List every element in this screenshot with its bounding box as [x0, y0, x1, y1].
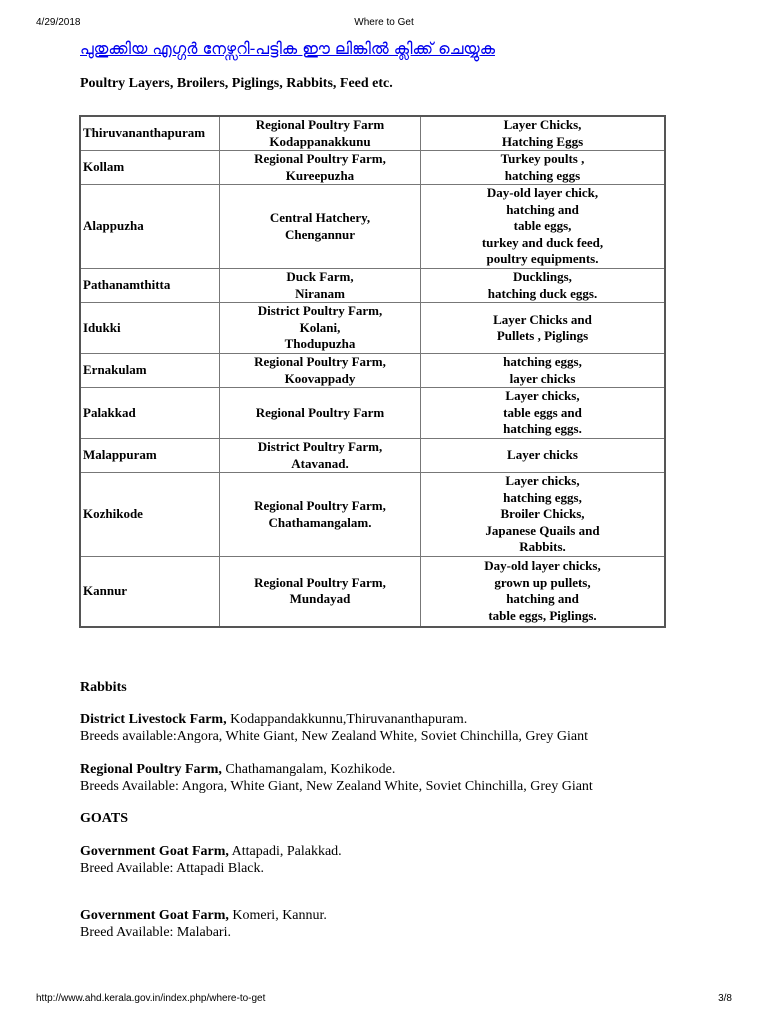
- items-cell: Layer chicks, table eggs and hatching eggs.: [421, 388, 666, 439]
- goat-entry: [80, 843, 342, 877]
- rabbits-heading: Rabbits: [80, 680, 127, 695]
- farm-name: Government Goat Farm,: [80, 844, 229, 859]
- table-row: [80, 557, 665, 627]
- rabbit-entry: [80, 761, 593, 795]
- farm-cell: Regional Poultry Farm, Kureepuzha: [220, 151, 421, 185]
- breeds-available: Breed Available: Attapadi Black.: [80, 861, 265, 876]
- farm-name: District Livestock Farm,: [80, 712, 227, 727]
- district-cell: Kannur: [80, 557, 220, 627]
- items-cell: Day-old layer chick, hatching and table eggs, turkey and duck feed, poultry equipments.: [421, 185, 666, 269]
- print-footer: [0, 993, 768, 1007]
- farm-name: Regional Poultry Farm,: [80, 762, 222, 777]
- farm-cell: District Poultry Farm, Atavanad.: [220, 439, 421, 473]
- farm-location: Chathamangalam, Kozhikode.: [221, 762, 396, 777]
- print-header: [0, 17, 768, 31]
- breeds-available: Breeds Available: Angora, White Giant, New Zealand White, Soviet Chinchilla, Grey Giant: [80, 779, 593, 794]
- updated-list-link[interactable]: പുതുക്കിയ എഗ്ഗർ നേഴ്സറി-പട്ടിക ഈ ലിങ്കിൽ ക്ലിക്ക് ചെയ്യുക: [80, 39, 495, 58]
- district-cell: Pathanamthitta: [80, 269, 220, 303]
- farm-cell: Regional Poultry Farm, Koovappady: [220, 354, 421, 388]
- district-cell: Thiruvananthapuram: [80, 116, 220, 151]
- farms-table: [79, 115, 666, 628]
- district-cell: Kollam: [80, 151, 220, 185]
- intro-text: Poultry Layers, Broilers, Piglings, Rabbits, Feed etc.: [80, 76, 393, 91]
- table-row: [80, 116, 665, 151]
- goat-entry: [80, 907, 327, 941]
- items-cell: hatching eggs, layer chicks: [421, 354, 666, 388]
- farm-cell: Regional Poultry Farm, Chathamangalam.: [220, 473, 421, 557]
- items-cell: Layer chicks: [421, 439, 666, 473]
- items-cell: Ducklings, hatching duck eggs.: [421, 269, 666, 303]
- farm-location: Komeri, Kannur.: [228, 908, 327, 923]
- print-url: http://www.ahd.kerala.gov.in/index.php/where-to-get: [36, 993, 266, 1004]
- items-cell: Layer Chicks, Hatching Eggs: [421, 116, 666, 151]
- items-cell: Turkey poults , hatching eggs: [421, 151, 666, 185]
- table-row: [80, 303, 665, 354]
- farm-cell: Regional Poultry Farm: [220, 388, 421, 439]
- items-cell: Layer chicks, hatching eggs, Broiler Chicks, Japanese Quails and Rabbits.: [421, 473, 666, 557]
- farm-location: Attapadi, Palakkad.: [228, 844, 342, 859]
- district-cell: Alappuzha: [80, 185, 220, 269]
- items-cell: Day-old layer chicks, grown up pullets, hatching and table eggs, Piglings.: [421, 557, 666, 627]
- farm-cell: Regional Poultry Farm, Mundayad: [220, 557, 421, 627]
- district-cell: Kozhikode: [80, 473, 220, 557]
- table-row: [80, 473, 665, 557]
- table-row: [80, 354, 665, 388]
- print-date: 4/29/2018: [36, 17, 81, 28]
- district-cell: Idukki: [80, 303, 220, 354]
- district-cell: Malappuram: [80, 439, 220, 473]
- page-number: 3/8: [718, 993, 732, 1004]
- items-cell: Layer Chicks and Pullets , Piglings: [421, 303, 666, 354]
- rabbit-entry: [80, 711, 588, 745]
- farm-location: Kodappandakkunnu,Thiruvananthapuram.: [226, 712, 468, 727]
- farm-cell: Duck Farm, Niranam: [220, 269, 421, 303]
- goats-heading: GOATS: [80, 811, 128, 826]
- farm-cell: District Poultry Farm, Kolani, Thodupuzha: [220, 303, 421, 354]
- table-row: [80, 185, 665, 269]
- table-row: [80, 439, 665, 473]
- farm-cell: Regional Poultry Farm Kodappanakkunu: [220, 116, 421, 151]
- district-cell: Ernakulam: [80, 354, 220, 388]
- district-cell: Palakkad: [80, 388, 220, 439]
- table-row: [80, 151, 665, 185]
- print-title: Where to Get: [354, 17, 414, 28]
- farm-cell: Central Hatchery, Chengannur: [220, 185, 421, 269]
- table-row: [80, 269, 665, 303]
- breeds-available: Breeds available:Angora, White Giant, New Zealand White, Soviet Chinchilla, Grey Giant: [80, 729, 588, 744]
- breeds-available: Breed Available: Malabari.: [80, 925, 231, 940]
- farm-name: Government Goat Farm,: [80, 908, 229, 923]
- table-row: [80, 388, 665, 439]
